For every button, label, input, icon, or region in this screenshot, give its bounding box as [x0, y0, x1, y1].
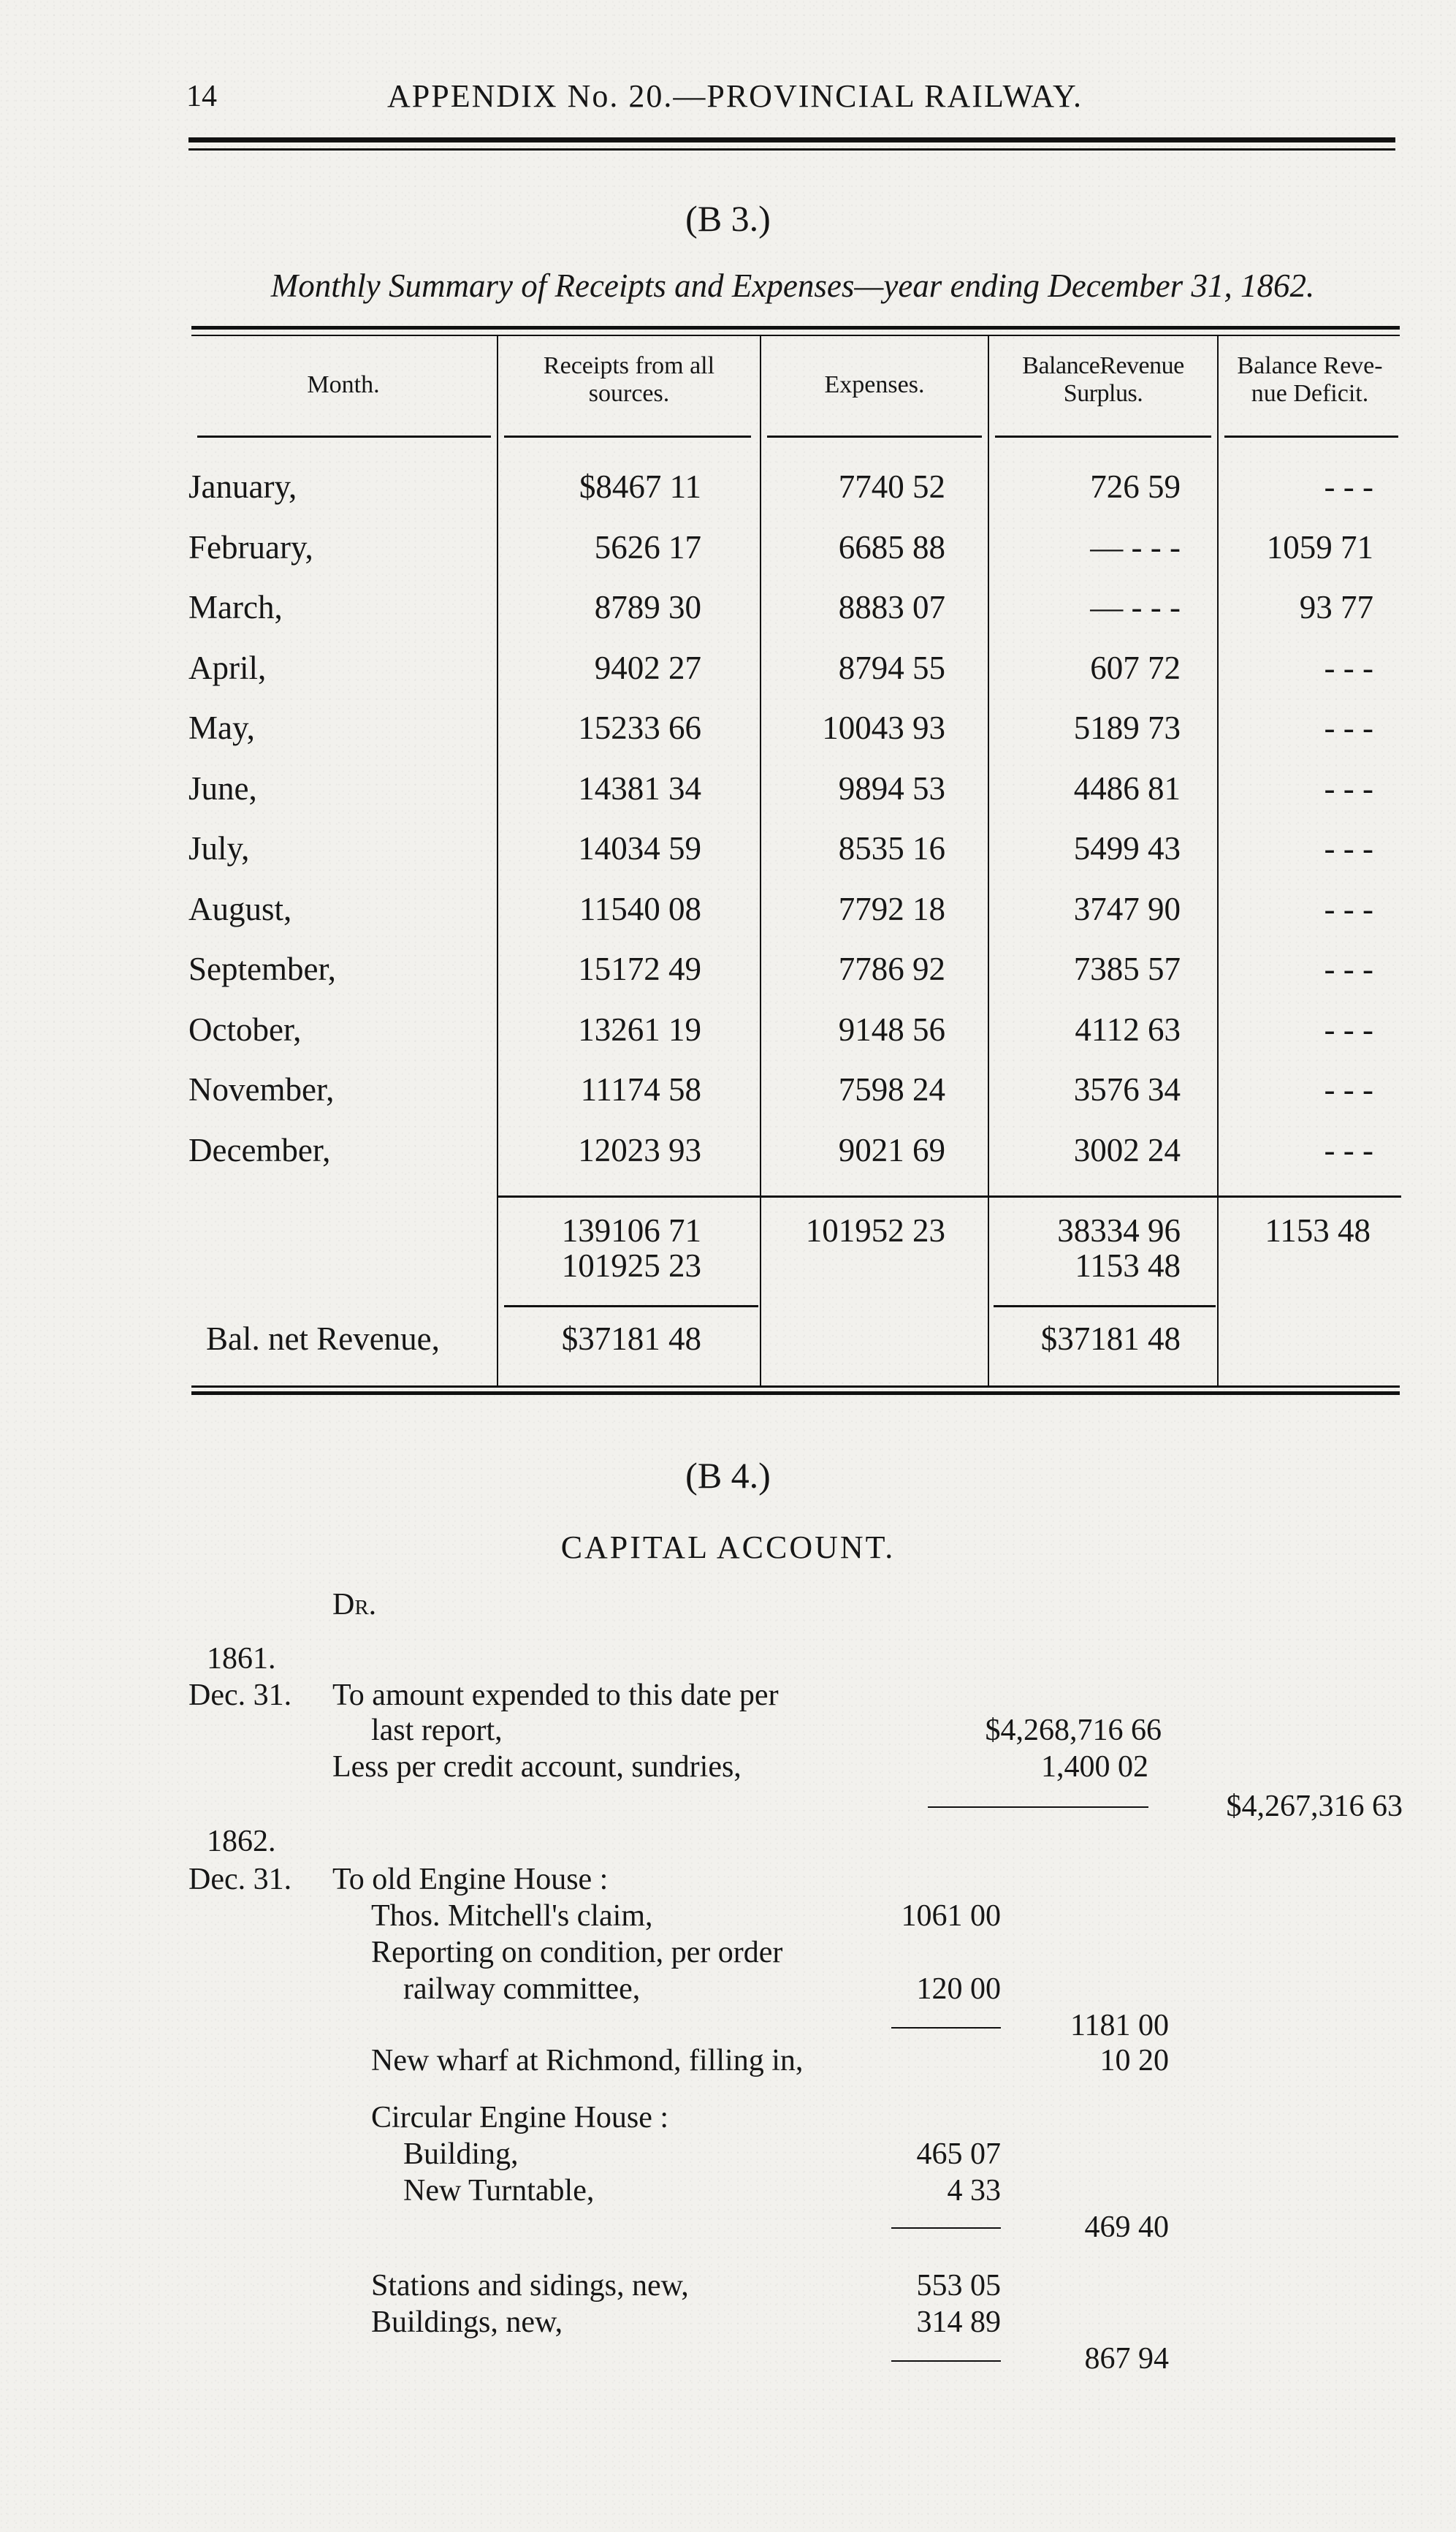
total-surplus: 38334 96 — [1057, 1212, 1181, 1249]
row-receipts: 14034 59 — [578, 830, 701, 867]
reporting-amount: 120 00 — [916, 1972, 1001, 2006]
row-month: March, — [188, 589, 283, 626]
total-receipts: 139106 71 — [561, 1212, 701, 1249]
row-expenses: 8794 55 — [838, 649, 945, 686]
row-deficit: - - - — [1324, 1071, 1373, 1108]
row-deficit: - - - — [1324, 710, 1373, 746]
row-month: December, — [188, 1131, 331, 1168]
row-surplus: 726 59 — [1090, 468, 1181, 505]
row-month: May, — [188, 710, 255, 746]
row-surplus: 4486 81 — [1073, 769, 1181, 807]
row-receipts: 14381 34 — [578, 769, 701, 807]
row-deficit: - - - — [1324, 1011, 1373, 1048]
net-rule-receipts — [504, 1305, 758, 1307]
amount-expended: $4,268,716 66 — [985, 1714, 1162, 1747]
mitchell-claim: Thos. Mitchell's claim, — [371, 1899, 653, 1933]
row-deficit: - - - — [1324, 830, 1373, 867]
row-month: June, — [188, 769, 257, 807]
total-receipts-less: 101925 23 — [561, 1247, 701, 1284]
turntable-line: New Turntable, — [403, 2174, 595, 2208]
row-receipts: 12023 93 — [578, 1131, 701, 1168]
row-deficit: - - - — [1324, 890, 1373, 927]
row-expenses: 10043 93 — [822, 710, 945, 746]
row-receipts: 9402 27 — [594, 649, 701, 686]
row-receipts: 11540 08 — [579, 890, 701, 927]
capital-account-title: CAPITAL ACCOUNT. — [560, 1529, 896, 1565]
totals-rule — [498, 1195, 1401, 1198]
reporting-line-2: railway committee, — [403, 1972, 641, 2006]
table-subtitle: Monthly Summary of Receipts and Expenses—year ending December 31, 1862. — [270, 267, 1315, 304]
rule-old-engine — [891, 2027, 1001, 2029]
row-receipts: 15233 66 — [578, 710, 701, 746]
row-expenses: 9021 69 — [838, 1131, 945, 1168]
buildings-new-line: Buildings, new, — [371, 2305, 563, 2339]
row-expenses: 8883 07 — [838, 589, 945, 626]
row-surplus: — - - - — [1090, 589, 1181, 626]
row-deficit: 93 77 — [1299, 589, 1373, 626]
building-amount: 465 07 — [916, 2137, 1001, 2171]
head-rule-surplus — [995, 436, 1211, 438]
stations-total: 867 94 — [1084, 2342, 1169, 2376]
debit-label: Dr. — [332, 1588, 377, 1622]
row-receipts: 15172 49 — [578, 951, 701, 987]
row-receipts: 5626 17 — [594, 528, 701, 566]
col-head-receipts: Receipts from all sources. — [543, 352, 715, 407]
header-rule-thin — [188, 148, 1395, 151]
row-deficit: - - - — [1324, 468, 1373, 505]
table-rule-top-thick — [191, 326, 1400, 330]
row-expenses: 6685 88 — [838, 528, 945, 566]
row-expenses: 9894 53 — [838, 769, 945, 807]
total-expenses: 101952 23 — [805, 1212, 945, 1249]
row-deficit: - - - — [1324, 1131, 1373, 1168]
head-rule-deficit — [1224, 436, 1398, 438]
row-expenses: 7598 24 — [838, 1071, 945, 1108]
row-month: February, — [188, 528, 313, 566]
column-rule-1 — [497, 335, 498, 1387]
circular-engine-house: Circular Engine House : — [371, 2101, 669, 2134]
row-surplus: 5189 73 — [1073, 710, 1181, 746]
net-revenue-receipts: $37181 48 — [561, 1320, 701, 1357]
net-revenue-surplus: $37181 48 — [1040, 1320, 1181, 1357]
row-surplus: 4112 63 — [1075, 1011, 1181, 1048]
row-deficit: - - - — [1324, 649, 1373, 686]
row-surplus: 5499 43 — [1073, 830, 1181, 867]
row-deficit: - - - — [1324, 951, 1373, 987]
col-head-deficit: Balance Reve- nue Deficit. — [1237, 352, 1383, 407]
total-surplus-less: 1153 48 — [1075, 1247, 1181, 1284]
row-month: July, — [188, 830, 250, 867]
row-surplus: 607 72 — [1090, 649, 1181, 686]
row-expenses: 7786 92 — [838, 951, 945, 987]
date-1862: Dec. 31. — [188, 1863, 292, 1896]
row-month: November, — [188, 1071, 335, 1108]
circular-total: 469 40 — [1084, 2210, 1169, 2244]
row-receipts: 13261 19 — [578, 1011, 701, 1048]
total-deficit: 1153 48 — [1265, 1212, 1371, 1249]
building-line: Building, — [403, 2137, 519, 2171]
row-receipts: 8789 30 — [594, 589, 701, 626]
row-receipts: $8467 11 — [579, 468, 701, 505]
row-month: September, — [188, 951, 336, 987]
row-expenses: 9148 56 — [838, 1011, 945, 1048]
row-surplus: 3576 34 — [1073, 1071, 1181, 1108]
table-rule-bottom-thick — [191, 1391, 1400, 1395]
head-rule-receipts — [504, 436, 751, 438]
mitchell-amount: 1061 00 — [901, 1899, 1001, 1933]
expended-line-1: To amount expended to this date per — [332, 1679, 779, 1712]
row-month: April, — [188, 649, 267, 686]
reporting-line-1: Reporting on condition, per order — [371, 1936, 783, 1969]
less-credit-line: Less per credit account, sundries, — [332, 1750, 742, 1784]
page-number: 14 — [186, 80, 217, 113]
rule-1861 — [928, 1806, 1148, 1808]
col-head-surplus: BalanceRevenue Surplus. — [1022, 352, 1184, 407]
section-label-b3: (B 3.) — [685, 198, 771, 239]
rule-circular — [891, 2227, 1001, 2229]
row-surplus: 3002 24 — [1073, 1131, 1181, 1168]
expended-line-2: last report, — [371, 1714, 503, 1747]
row-surplus: 7385 57 — [1073, 951, 1181, 987]
turntable-amount: 4 33 — [947, 2174, 1001, 2208]
amount-net-1861: $4,267,316 63 — [1226, 1790, 1403, 1823]
net-rule-surplus — [994, 1305, 1216, 1307]
wharf-amount: 10 20 — [1099, 2044, 1169, 2077]
section-label-b4: (B 4.) — [685, 1455, 771, 1496]
head-rule-month — [197, 436, 491, 438]
rule-stations — [891, 2360, 1001, 2362]
row-expenses: 8535 16 — [838, 830, 945, 867]
year-1861: 1861. — [207, 1642, 276, 1676]
old-engine-total: 1181 00 — [1070, 2009, 1169, 2042]
year-1862: 1862. — [207, 1825, 276, 1858]
row-surplus: 3747 90 — [1073, 890, 1181, 927]
old-engine-house: To old Engine House : — [332, 1863, 609, 1896]
amount-less: 1,400 02 — [1041, 1750, 1148, 1784]
stations-amount: 553 05 — [916, 2269, 1001, 2303]
table-rule-bottom-thin — [191, 1385, 1400, 1388]
row-month: August, — [188, 890, 292, 927]
row-month: October, — [188, 1011, 302, 1048]
col-head-month: Month. — [307, 371, 380, 398]
row-deficit: 1059 71 — [1266, 528, 1373, 566]
row-deficit: - - - — [1324, 769, 1373, 807]
row-surplus: — - - - — [1090, 528, 1181, 566]
net-revenue-label: Bal. net Revenue, — [206, 1320, 440, 1357]
running-header: APPENDIX No. 20.—PROVINCIAL RAILWAY. — [387, 78, 1083, 114]
stations-line: Stations and sidings, new, — [371, 2269, 689, 2303]
buildings-new-amount: 314 89 — [916, 2305, 1001, 2339]
header-rule-thick — [188, 137, 1395, 142]
row-expenses: 7792 18 — [838, 890, 945, 927]
row-receipts: 11174 58 — [580, 1071, 701, 1108]
row-month: January, — [188, 468, 297, 505]
wharf-line: New wharf at Richmond, filling in, — [371, 2044, 804, 2077]
head-rule-expenses — [767, 436, 982, 438]
row-expenses: 7740 52 — [838, 468, 945, 505]
col-head-expenses: Expenses. — [824, 371, 925, 398]
date-1861: Dec. 31. — [188, 1679, 292, 1712]
